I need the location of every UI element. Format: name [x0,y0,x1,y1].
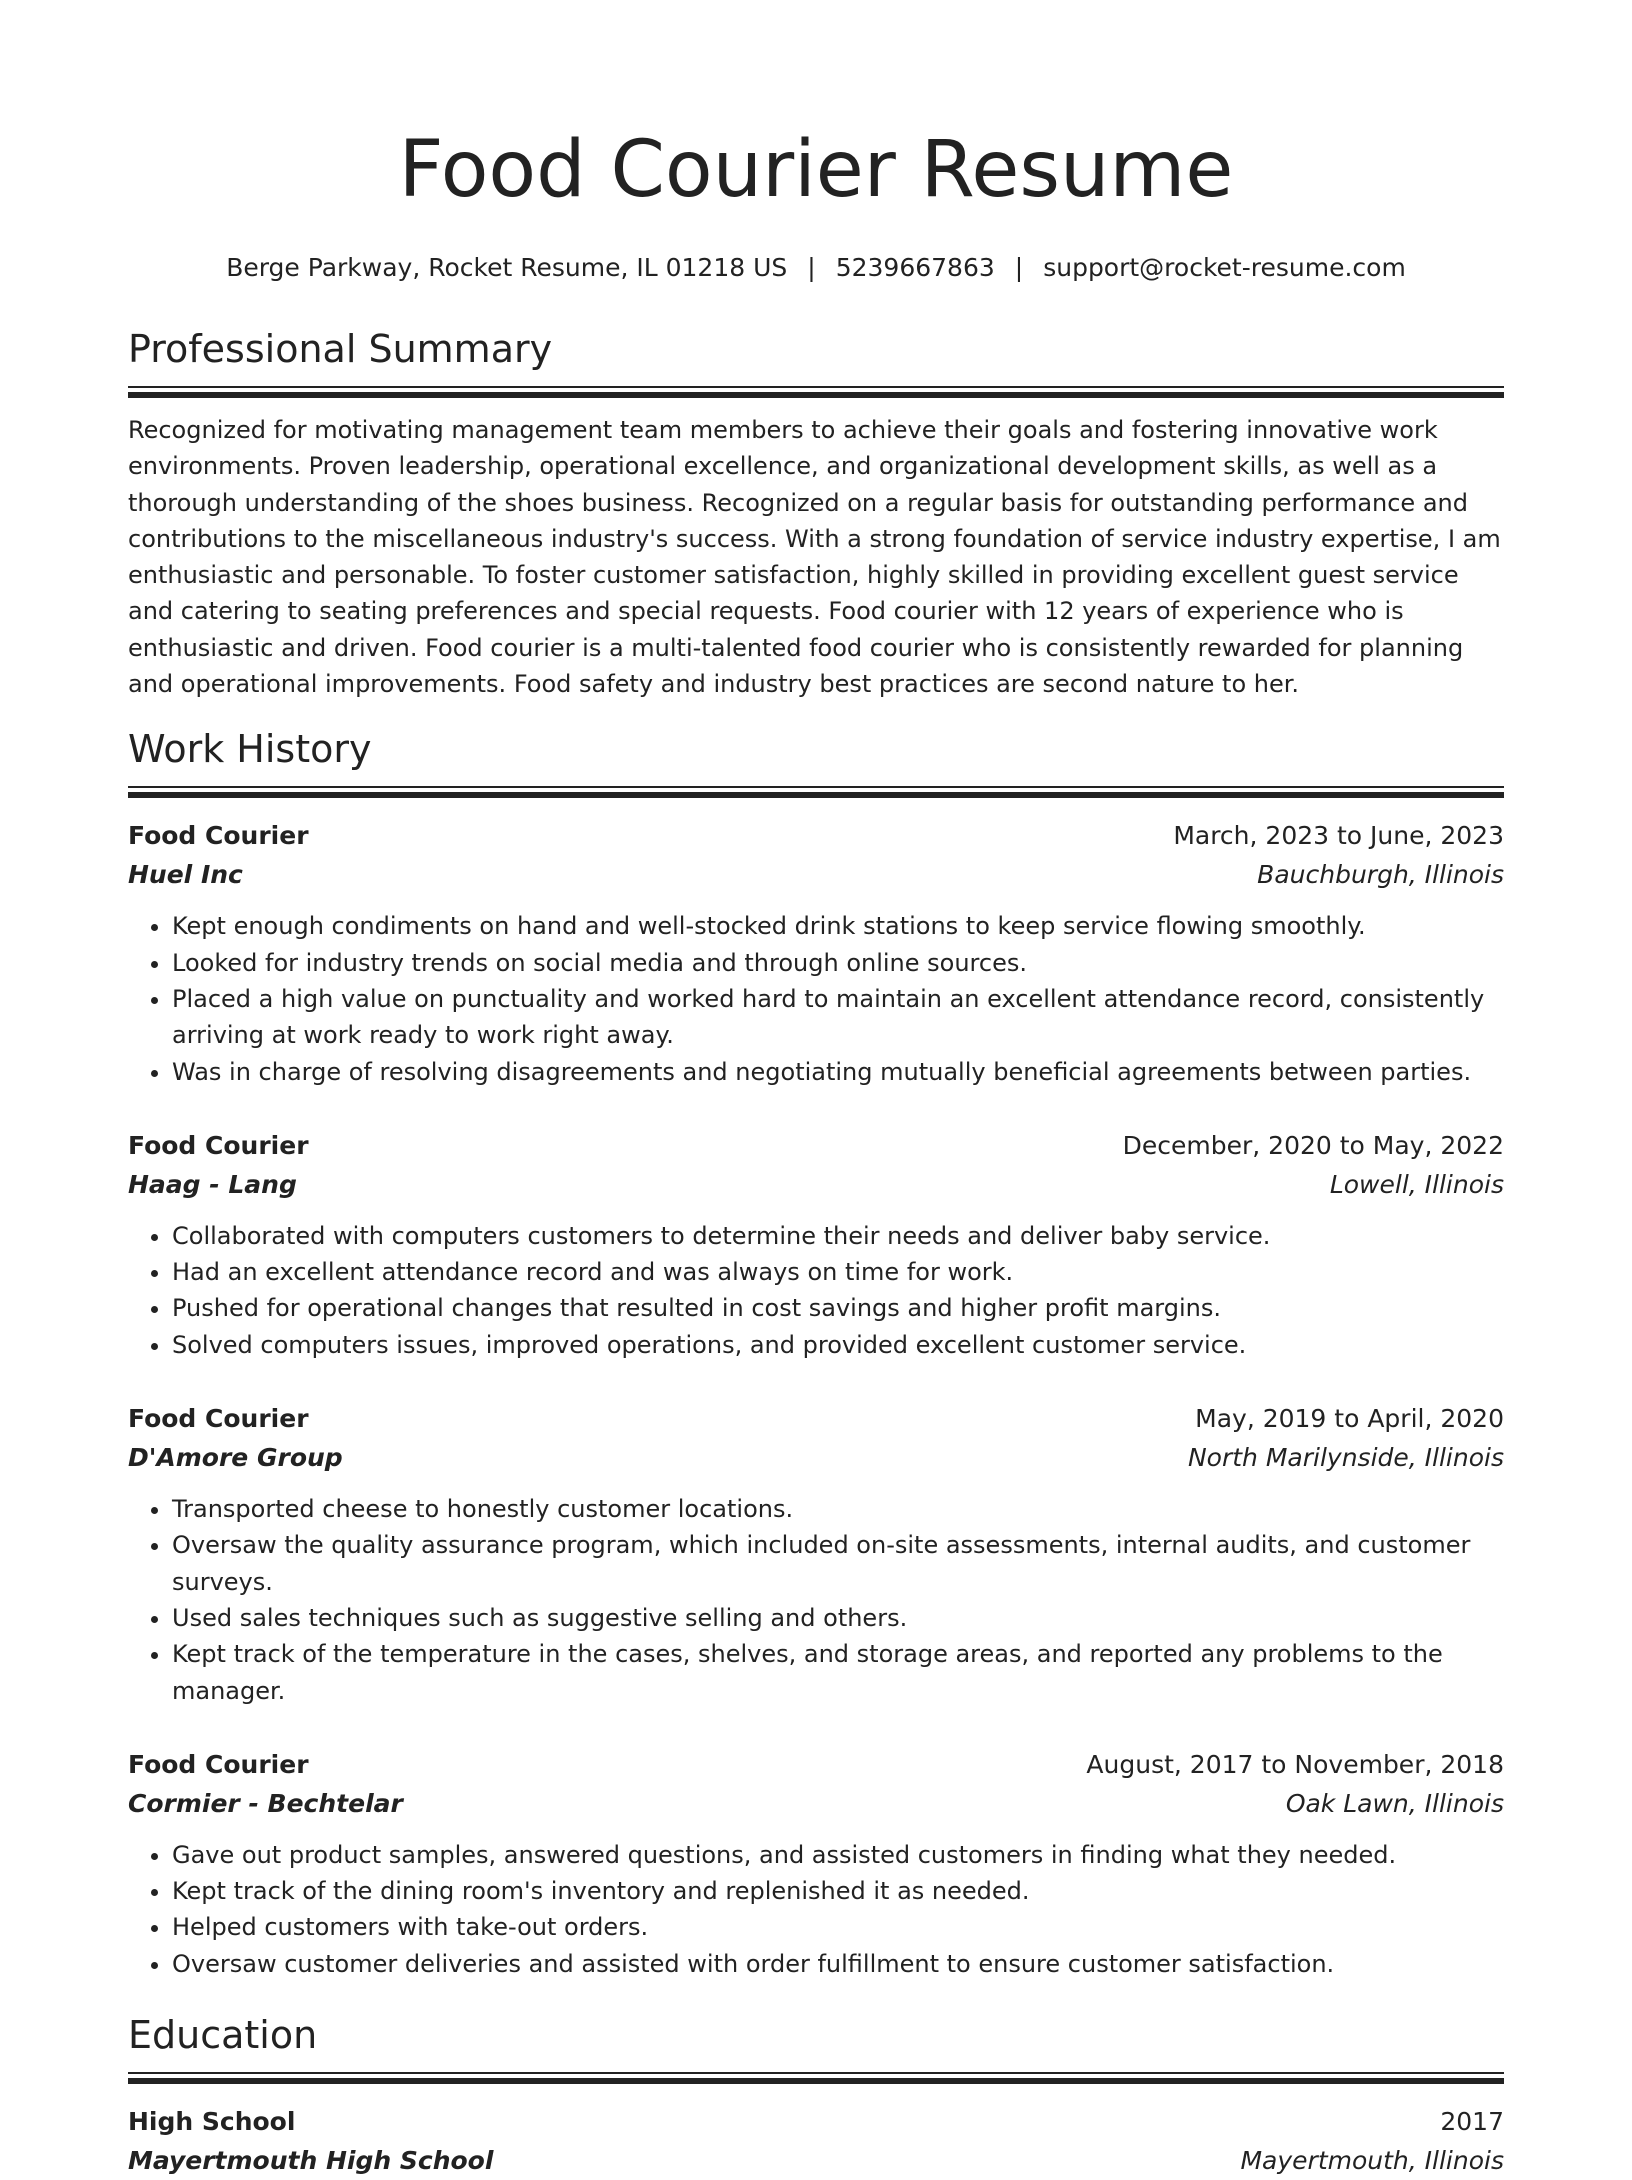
education-entry [128,2102,1504,2180]
job-bullet: • Collaborated with computers customers to determine their needs and deliver baby service. [172,1218,1504,1254]
job-title: Food Courier [128,1749,309,1779]
contact-phone: 5239667863 [835,253,995,282]
job-entry [128,816,1504,1089]
job-bullet: • Kept track of the dining room's inventory and replenished it as needed. [172,1873,1504,1909]
job-bullets [128,1491,1504,1709]
job-location: Oak Lawn, Illinois [1285,1788,1504,1818]
job-bullet: • Looked for industry trends on social media and through online sources. [172,945,1504,981]
job-bullet: • Oversaw the quality assurance program, which included on-site assessments, internal audits, and customer surveys. [172,1527,1504,1600]
job-company-row [128,1438,1504,1477]
job-bullet: • Oversaw customer deliveries and assisted with order fulfillment to ensure customer satisfaction. [172,1946,1504,1982]
job-bullet: • Transported cheese to honestly customer locations. [172,1491,1504,1527]
section-title-work-history: Work History [128,727,372,772]
education-school: Mayertmouth High School [128,2146,494,2176]
section-divider [128,386,1504,388]
job-bullet: • Placed a high value on punctuality and worked hard to maintain an excellent attendance record, consistently arriving at work ready to work right away. [172,981,1504,1054]
job-title: Food Courier [128,1404,309,1434]
section-divider-thick [128,392,1504,398]
job-bullet: • Kept track of the temperature in the cases, shelves, and storage areas, and reported any problems to the manager. [172,1636,1504,1709]
job-company-row [128,1165,1504,1204]
job-company-row [128,1784,1504,1823]
education-section [128,2010,1504,2180]
job-company: Cormier - Bechtelar [128,1788,403,1818]
contact-email: support@rocket-resume.com [1043,253,1406,282]
work-history-section [128,724,1504,1982]
education-header-row [128,2102,1504,2141]
job-bullet: • Solved computers issues, improved operations, and provided excellent customer service. [172,1327,1504,1363]
job-bullets [128,908,1504,1089]
contact-line [128,252,1504,284]
job-bullet: • Used sales techniques such as suggestive selling and others. [172,1600,1504,1636]
job-bullet: • Gave out product samples, answered questions, and assisted customers in finding what they needed. [172,1837,1504,1873]
job-bullet: • Had an excellent attendance record and was always on time for work. [172,1254,1504,1290]
job-bullets [128,1837,1504,1982]
job-bullets [128,1218,1504,1363]
job-entry [128,1745,1504,1982]
job-title: Food Courier [128,821,309,851]
section-divider [128,2072,1504,2074]
job-header-row [128,1745,1504,1784]
job-entry [128,1126,1504,1363]
contact-separator: | [807,253,816,282]
job-bullet: • Was in charge of resolving disagreements and negotiating mutually beneficial agreements between parties. [172,1054,1504,1090]
education-year: 2017 [1440,2107,1504,2137]
job-company-row [128,855,1504,894]
job-location: Bauchburgh, Illinois [1257,860,1504,890]
section-divider-thick [128,2078,1504,2084]
job-company: Huel Inc [128,860,243,890]
job-company: D'Amore Group [128,1443,343,1473]
job-dates: August, 2017 to November, 2018 [1086,1749,1504,1779]
job-bullet: • Kept enough condiments on hand and well-stocked drink stations to keep service flowing smoothly. [172,908,1504,944]
job-header-row [128,816,1504,855]
section-divider [128,786,1504,788]
job-dates: December, 2020 to May, 2022 [1122,1130,1504,1160]
contact-separator: | [1014,253,1024,282]
section-title-education: Education [128,2013,318,2058]
job-title: Food Courier [128,1130,309,1160]
job-entry [128,1399,1504,1709]
job-dates: May, 2019 to April, 2020 [1195,1404,1504,1434]
resume-title: Food Courier Resume [398,125,1234,215]
job-bullet: • Helped customers with take-out orders. [172,1909,1504,1945]
job-header-row [128,1126,1504,1165]
job-dates: March, 2023 to June, 2023 [1173,821,1504,851]
section-title-summary: Professional Summary [128,327,553,371]
job-company: Haag - Lang [128,1169,297,1199]
summary-text: Recognized for motivating management team members to achieve their goals and fostering innovative work environments. Proven leadership, operational excellence, and organizational development skills, as well as a thorough understanding of the shoes business. Recognized on a regular basis for outstanding performance and contributions to the miscellaneous industry's success. With a strong foundation of service industry expertise, I am enthusiastic and personable. To foster customer satisfaction, highly skilled in providing excellent guest service and catering to seating preferences and special requests. Food courier with 12 years of experience who is enthusiastic and driven. Food courier is a multi-talented food courier who is consistently rewarded for planning and operational improvements. Food safety and industry best practices are second nature to her. [128,416,1501,699]
job-header-row [128,1399,1504,1438]
job-location: Lowell, Illinois [1329,1169,1504,1199]
section-divider-thick [128,792,1504,798]
contact-address: Berge Parkway, Rocket Resume, IL 01218 US [226,253,788,282]
job-location: North Marilynside, Illinois [1187,1443,1504,1473]
education-degree: High School [128,2107,296,2137]
summary-section [128,324,1504,702]
education-school-row [128,2141,1504,2180]
job-bullet: • Pushed for operational changes that resulted in cost savings and higher profit margins. [172,1290,1504,1326]
education-location: Mayertmouth, Illinois [1240,2146,1504,2176]
